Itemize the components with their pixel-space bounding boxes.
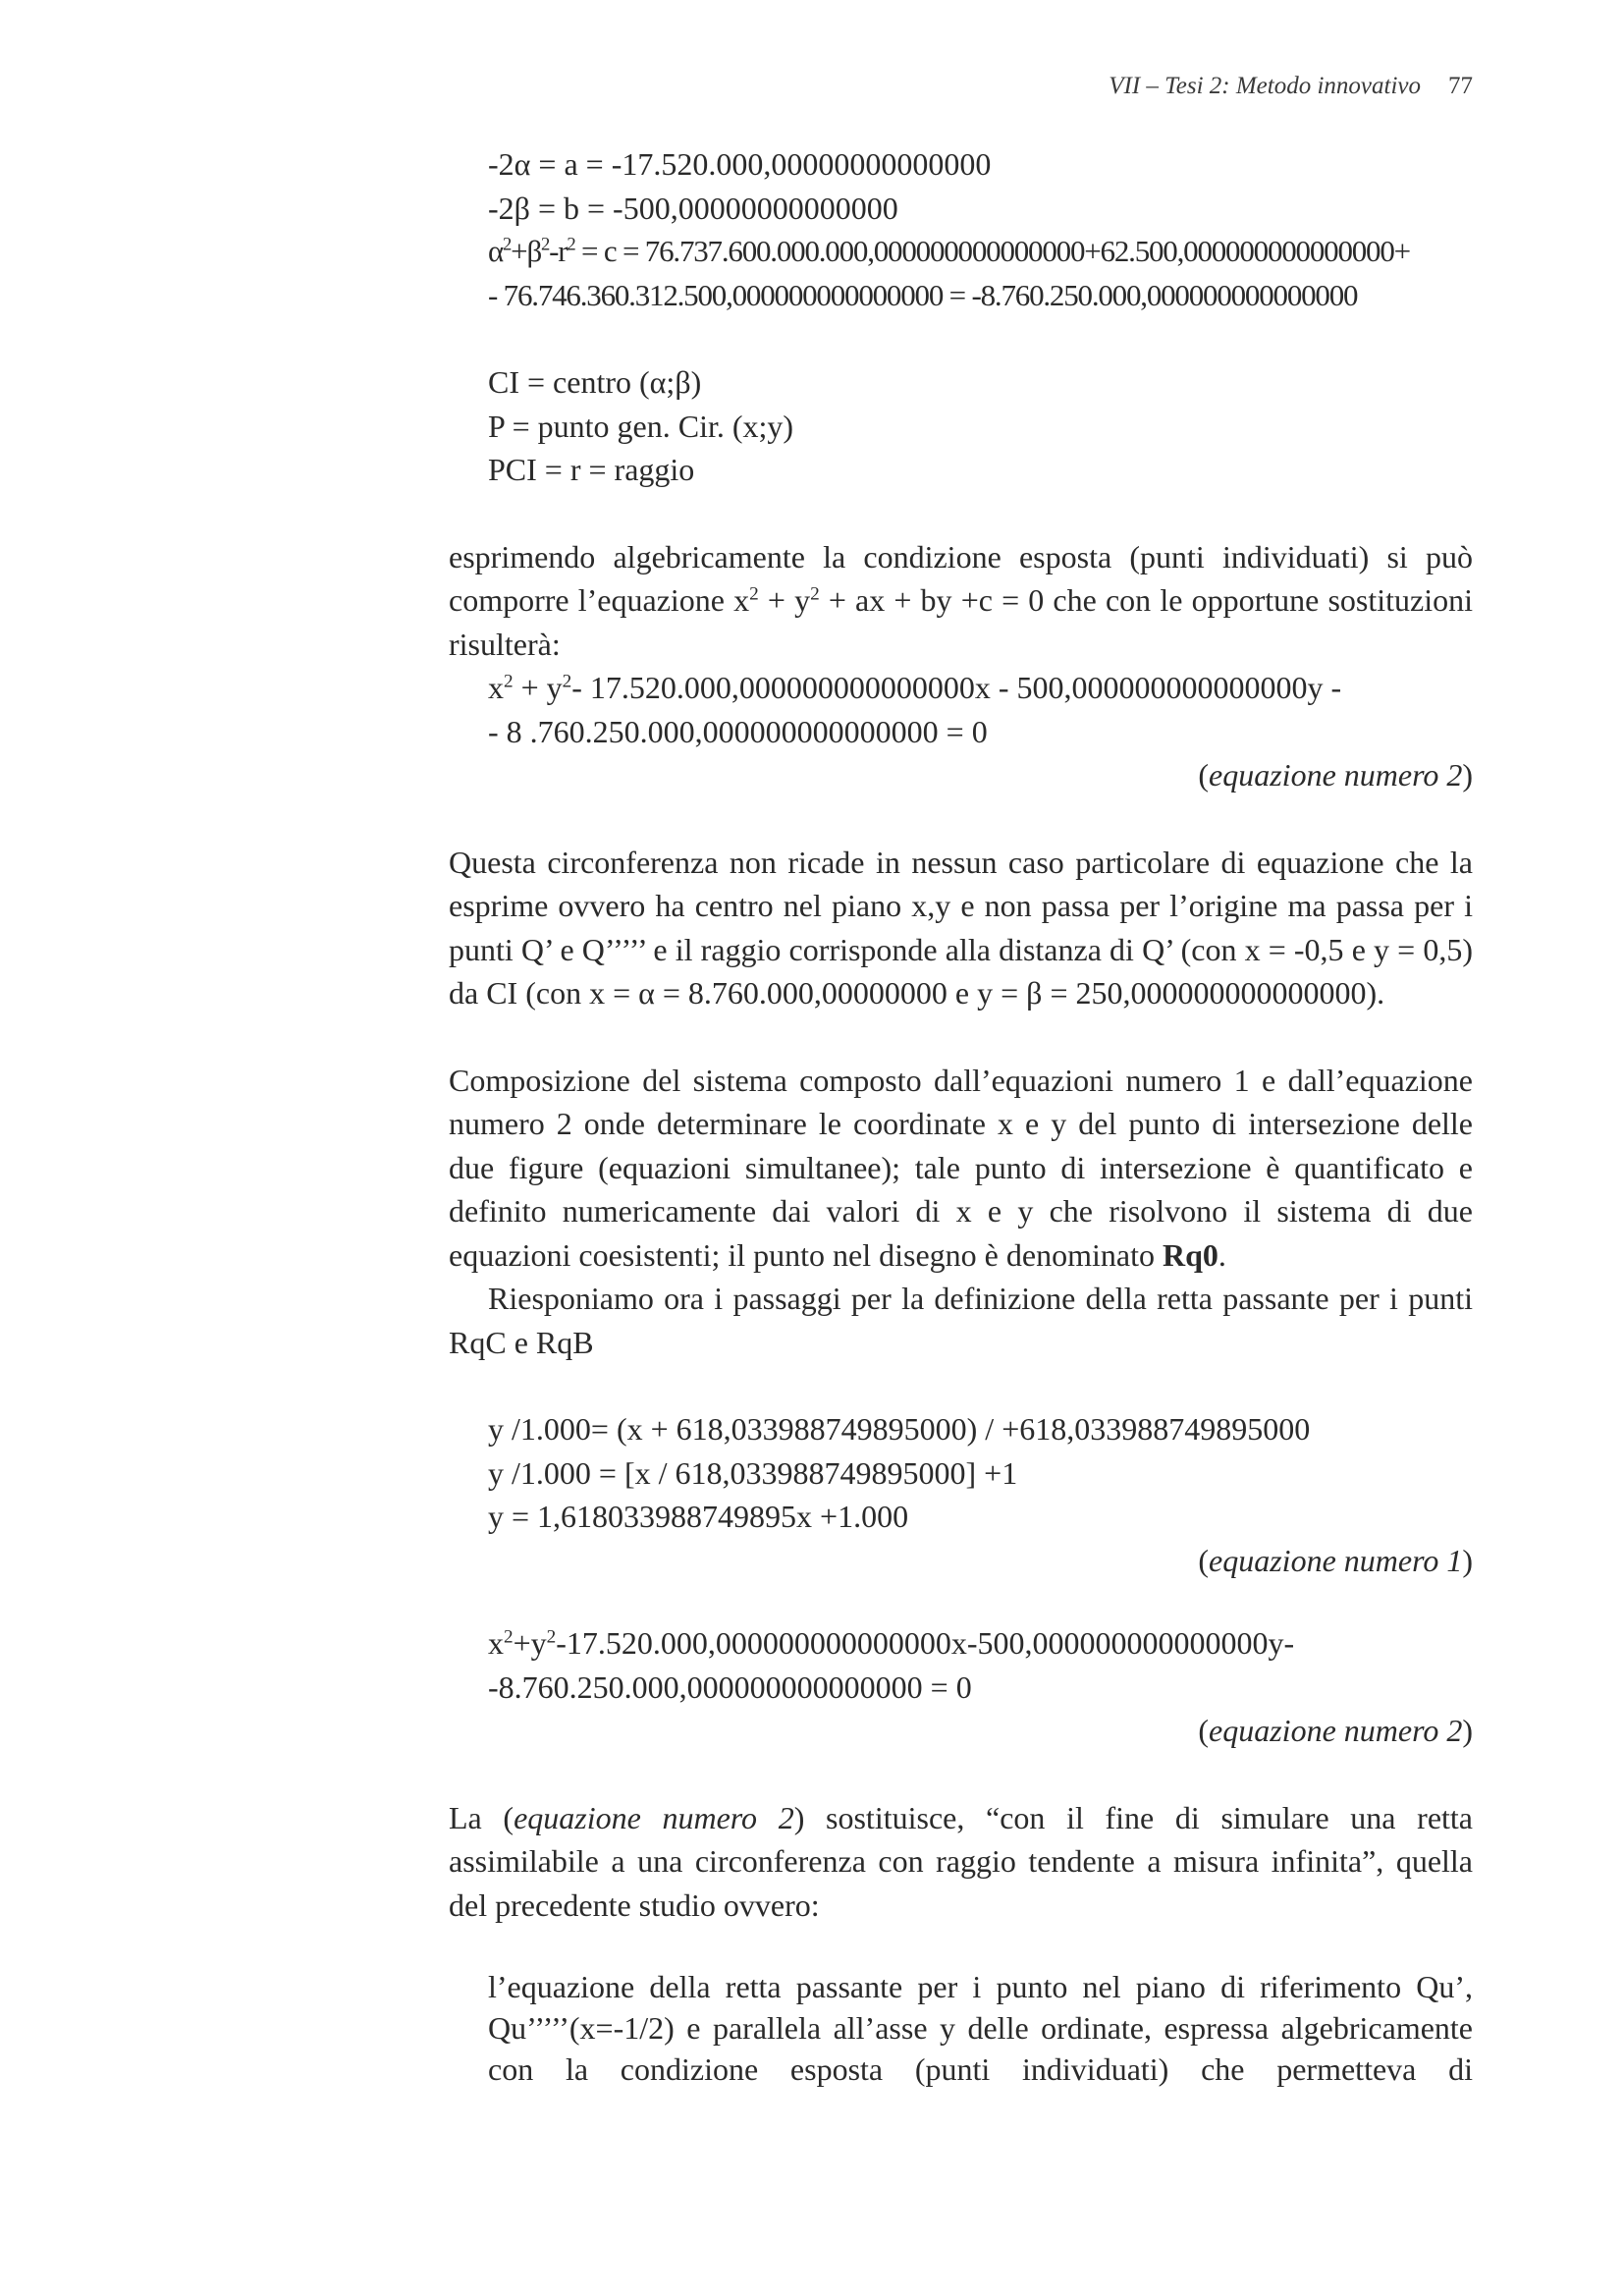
beta-term: +β — [511, 234, 542, 268]
coefficients-block — [449, 142, 1473, 317]
point-label: Rq0 — [1162, 1236, 1218, 1273]
coef-c-line: $\alpha^2+\beta^2-r^2 = c = 76.737.600.000.000,000000000000000+62.500,000000000000000+$ — [488, 234, 1410, 268]
def-point: P = punto gen. Cir. (x;y) — [488, 408, 794, 444]
equation-line-2: -8.760.250.000,000000000000000 = 0 — [488, 1668, 972, 1705]
equation-line: $x^2 + y^2-$ 17.520.000,000000000000000x - 500,000000000000000y - — [488, 670, 1342, 705]
coef-a-line: -2α = a = -17.520.000,00000000000000 — [488, 146, 992, 182]
equation-line: y /1.000= (x + 618,033988749895000) / +618,033988749895000 — [488, 1411, 1311, 1447]
paragraph-restate: Riesponiamo ora i passaggi per la definizione della retta passante per i punti RqC e RqB — [449, 1281, 1473, 1360]
paragraph-system: Composizione del sistema composto dall’equazioni numero 1 e dall’equazione numero 2 onde determinare le coordinate x e y del punto di intersezione delle due figure (equazioni simultanee); tale punto di intersezione è quantificato e definito numericamente dai valori di x e y che risolvono il sistema di due equazioni coesistenti; il punto nel disegno è denominato Rq0. — [449, 1062, 1473, 1273]
equation-line: y = 1,618033988749895x +1.000 — [488, 1499, 909, 1534]
paragraph-circumference: Questa circonferenza non ricade in nessun caso particolare di equazione che la esprime ovvero ha centro nel piano x,y e non passa per l’origine ma passa per i punti Q’ e Q’’’’’ e il raggio corrisponde alla distanza di Q’ (con x = -0,5 e y = 0,5) da CI (con x = α = 8.760.000,00000000 e y = β = 250,000000000000000). — [449, 844, 1473, 1011]
alpha-term: α — [488, 234, 504, 268]
quote-line: l’equazione della retta passante per i punto nel piano di riferimento Qu’, — [488, 1969, 1473, 2004]
coef-b-line: -2β = b = -500,00000000000000 — [488, 190, 898, 226]
coef-c-line-2: - 76.746.360.312.500,000000000000000 = -8.760.250.000,000000000000000 — [488, 277, 1358, 312]
quote-line: con la condizione esposta (punti individuati) che permetteva di — [488, 2051, 1473, 2087]
equation-line-2: - 8 .760.250.000,000000000000000 = 0 — [488, 713, 988, 749]
page-number: 77 — [1448, 73, 1473, 99]
equation-reference: (equazione numero 2) — [1198, 1713, 1473, 1748]
equation-1-block — [449, 1407, 1473, 1539]
page-body — [449, 142, 1473, 2090]
r-term: -r — [549, 234, 568, 268]
paragraph-substitution: La (equazione numero 2) sostituisce, “con il fine di simulare una retta assimilabile a una circonferenza con raggio tendente a misura infinita”, quella del precedente studio ovvero: — [449, 1799, 1473, 1923]
equation-line: $x^2+y^2-17.520.000,000000000000000x-500,000000000000000y-$ — [488, 1625, 1295, 1661]
equation-reference: (equazione numero 2) — [1198, 757, 1473, 793]
def-radius: PCI = r = raggio — [488, 452, 695, 487]
coef-c-value: = c = 76.737.600.000.000,000000000000000+62.500,000000000000000+ — [574, 234, 1410, 268]
equation-reference: (equazione numero 1) — [1198, 1542, 1473, 1578]
paragraph-algebraic: esprimendo algebricamente la condizione esposta (punti individuati) si può comporre l’equazione $x^2 + y^2$ + ax + by +c = 0 che con le opportune sostituzioni risulterà: — [449, 538, 1474, 662]
running-header — [1109, 73, 1473, 100]
def-center: CI = centro (α;β) — [488, 364, 702, 400]
running-title: VII – Tesi 2: Metodo innovativo — [1109, 73, 1421, 99]
quote-line: Qu’’’’’(x=-1/2) e parallela all’asse y delle ordinate, espressa algebricamente — [488, 2010, 1473, 2046]
equation-2-block — [449, 1621, 1473, 1709]
definitions-block — [449, 360, 1473, 492]
quoted-block — [449, 1966, 1473, 2090]
equation-2-substituted — [449, 666, 1473, 753]
equation-line: y /1.000 = [x / 618,033988749895000] +1 — [488, 1454, 1018, 1491]
